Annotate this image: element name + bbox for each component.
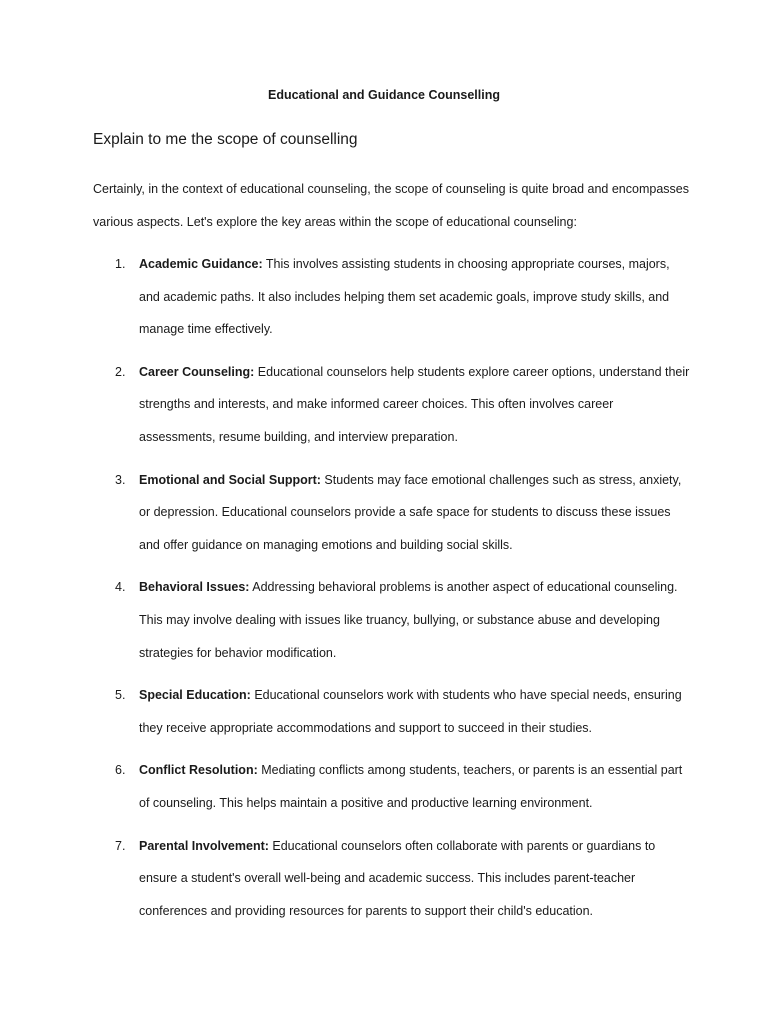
intro-paragraph: Certainly, in the context of educational counseling, the scope of counseling is quite broad and encompasses various aspects. Let's explore the key areas within the scope of educational counseling: (93, 182, 689, 229)
list-item-number: 2. (115, 364, 126, 379)
list-item-number: 4. (115, 580, 126, 595)
list-item (93, 754, 693, 819)
document-title: Educational and Guidance Counselling (268, 88, 500, 102)
list-item-text: Educational counselors help students explore career options, understand their strengths and interests, and make informed career choices. This often involves career assessments, resume building, and interview preparation. (139, 364, 690, 444)
list-item (93, 248, 693, 346)
list-item-term: Career Counseling: (139, 364, 255, 379)
list-item (93, 571, 693, 669)
list-item (93, 356, 693, 454)
list-item (93, 830, 693, 928)
list-item-text: Addressing behavioral problems is another aspect of educational counseling. This may involve dealing with issues like truancy, bullying, or substance abuse and developing strategies for behavior modification. (139, 580, 678, 660)
list-item-term: Behavioral Issues: (139, 580, 250, 595)
list-item-number: 3. (115, 472, 126, 487)
list-item-term: Special Education: (139, 688, 251, 703)
list-item-number: 5. (115, 688, 126, 703)
list-item (93, 464, 693, 562)
list-item-text: This involves assisting students in choosing appropriate courses, majors, and academic paths. It also includes helping them set academic goals, improve study skills, and manage time effectively. (139, 257, 670, 337)
list-item-text: Educational counselors work with students who have special needs, ensuring they receive appropriate accommodations and support to succeed in their studies. (139, 688, 682, 735)
list-item-number: 7. (115, 838, 126, 853)
list-item-text: Students may face emotional challenges such as stress, anxiety, or depression. Educational counselors provide a safe space for students to discuss these issues and offer guidance on managing emotions and building social skills. (139, 472, 682, 552)
list-item-term: Emotional and Social Support: (139, 472, 321, 487)
list-item-text: Mediating conflicts among students, teachers, or parents is an essential part of counseling. This helps maintain a positive and productive learning environment. (139, 763, 683, 810)
list-item-term: Parental Involvement: (139, 838, 269, 853)
list-item-text: Educational counselors often collaborate with parents or guardians to ensure a student's overall well-being and academic success. This includes parent-teacher conferences and providing resources for parents to support their child's education. (139, 838, 656, 918)
section-heading: Explain to me the scope of counselling (93, 131, 358, 148)
list-item-term: Academic Guidance: (139, 257, 263, 271)
list-item-term: Conflict Resolution: (139, 763, 258, 778)
scope-list (93, 248, 693, 937)
list-item-number: 6. (115, 763, 126, 778)
list-item-number: 1. (115, 257, 126, 271)
list-item (93, 679, 693, 744)
